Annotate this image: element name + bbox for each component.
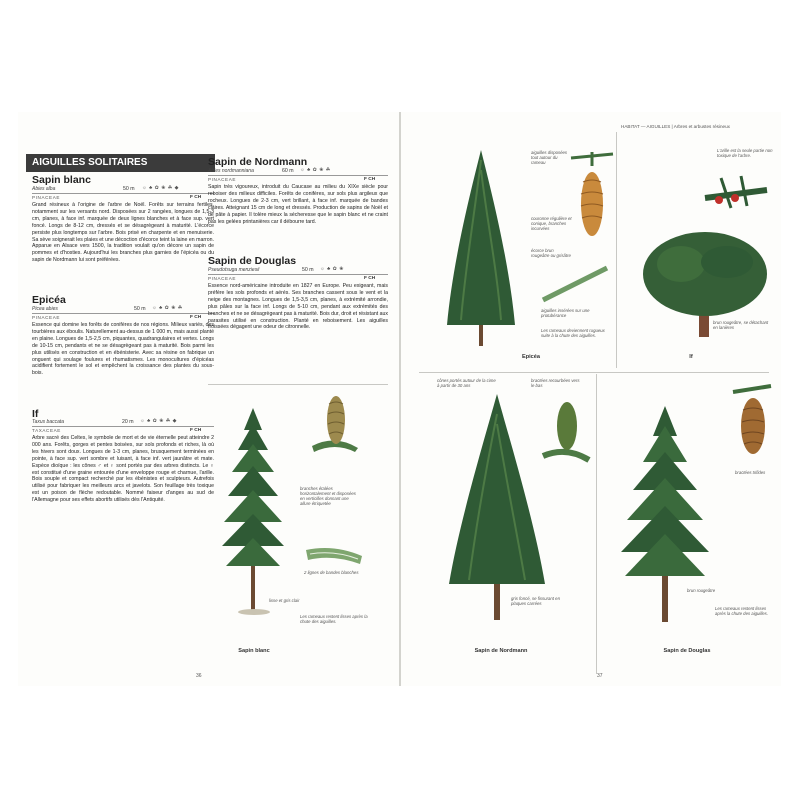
epicea-tree-illustration bbox=[441, 150, 521, 350]
sapin-blanc-needles-illustration bbox=[304, 542, 364, 572]
habitat-icons: ☼ ♣ ✿ ❀ ☘ bbox=[152, 305, 183, 311]
sapin-blanc-tree-illustration bbox=[214, 406, 294, 616]
species-latin-sapin-nordmann: Abies nordmanniana bbox=[208, 168, 254, 174]
species-height-epicea: 50 m bbox=[134, 306, 146, 312]
species-family-if: TAXACEAE bbox=[32, 428, 61, 433]
right-page bbox=[401, 112, 781, 686]
species-family-sapin-douglas: PINACEAE bbox=[208, 276, 237, 281]
species-regions-if: F CH bbox=[190, 428, 202, 433]
caption-epicea: Epicéa bbox=[521, 354, 541, 360]
species-text-sapin-blanc: Grand résineux à l'origine de l'arbre de Noël. Forêts sur terrains fertiles, notamment sur les versants nord. Disposées sur 2 rangées, longues de 1,5-3 cm, planes, à face inf. marquée de deux lignes blanches et à face sup. vert foncé. Longs de 8-12 cm, dressés et se désagrègeant à maturité. L'écorce persiste plus longtemps sur l'arbre. Bois prisé en charpente et en menuiserie. Sa sève soignerait les plaies et une décoction d'écorce teint la laine en marron. Apparue en Alsace vers 1500, la tradition voulait qu'on décore un sapin de pommes et d'hosties. Aujourd'hui les branches plus garnies de l'épicéa ou du sapin de Nordmann lui sont préférées. bbox=[32, 202, 214, 264]
species-family-sapin-nordmann: PINACEAE bbox=[208, 177, 237, 182]
species-latin-epicea: Picea abies bbox=[32, 306, 58, 312]
sapin-blanc-cone-illustration bbox=[310, 394, 360, 454]
note-needles: 2 lignes de bandes blanches bbox=[304, 570, 359, 575]
species-text-sapin-nordmann: Sapin très vigoureux, introduit du Caucase au milieu du XIXe siècle pour reboiser des milieux difficiles. Forêts de conifères, sur sols plus argileux que rocheux. Longues de 2-3 cm, vert brillant, à face inf. marquée de bandes claires. Atteignant 15 cm de long et dressés. Production de sapins de Noël et de pâte à papier. Il tolère mieux la sécheresse que le sapin blanc et ne craint pas les gelées printanières car il débourre tard. bbox=[208, 184, 388, 225]
habitat-icons: ☼ ♣ ✿ ❀ ☘ bbox=[300, 167, 331, 173]
if-twig-illustration bbox=[701, 168, 771, 218]
species-regions-sapin-blanc: F CH bbox=[190, 195, 202, 200]
nordmann-tree-illustration bbox=[445, 394, 549, 624]
note-epicea-needles: aiguilles disposées tout autour du rameau bbox=[531, 150, 568, 165]
section-banner: AIGUILLES SOLITAIRES bbox=[26, 154, 215, 172]
douglas-tree-illustration bbox=[613, 406, 717, 626]
species-text-epicea: Essence qui domine les forêts de conifères de nos régions. Milieux variés, des tourbières aux éboulis. Naturellement au-dessus de 1 000 m, mais aussi planté en plaine. Longues de 1,5-2,5 cm, piquantes, quadrangulaires et vertes. Longs de 10-15 cm, pendants et ne se désagrègeant pas à maturité. Bois parmi les plus utilisés en construction et en ébénisterie. Avec sa résine on fabrique un onguent qui soulage foulures et rhumatismes. Les monocultures d'épicéas acidifient fortement le sol et empêchent la croissance des plantes du sous-bois. bbox=[32, 322, 214, 377]
species-regions-epicea: F CH bbox=[190, 315, 202, 320]
species-title-epicea: Epicéa bbox=[32, 294, 66, 306]
species-height-if: 20 m bbox=[122, 419, 134, 425]
douglas-cone-illustration bbox=[731, 382, 775, 462]
note-nordmann-bracts: bractées recourbées vers le bas bbox=[531, 378, 580, 388]
rule bbox=[32, 193, 214, 194]
divider bbox=[208, 384, 388, 385]
rule bbox=[32, 426, 214, 427]
rule bbox=[32, 313, 214, 314]
note-douglas-bark: brun rougeâtre bbox=[687, 588, 716, 593]
note-douglas-bracts: bractées trifides bbox=[735, 470, 766, 475]
habitat-icons: ☼ ♣ ✿ ❀ bbox=[320, 266, 344, 272]
left-page bbox=[18, 112, 399, 686]
running-header: HABITAT — AIGUILLES | Arbres et arbustes résineux bbox=[621, 124, 730, 129]
nordmann-cone-illustration bbox=[541, 400, 591, 470]
species-latin-sapin-blanc: Abies alba bbox=[32, 186, 56, 192]
note-if-bark: brun rougeâtre, se détachant en lanières bbox=[713, 320, 769, 330]
species-text-sapin-douglas: Essence nord-américaine introduite en 1827 en Europe. Peu exigeant, mais préfère les sols profonds et aérés. Ses branches cassent sous le vent et la neige des montagnes. Longues de 1,5-3,5 cm, planes, à extrémité arrondie, plus pâles sur la face inf. Longs de 5-10 cm, pendant aux extrémités des branches et ne se désagrègeant pas à maturité. Bois dur, droit et résistant aux parasites utilisé en construction. Planté en reboisement. Les aiguilles froissées dégagent une odeur de citronnelle. bbox=[208, 283, 388, 331]
divider bbox=[596, 374, 597, 674]
species-latin-if: Taxus baccata bbox=[32, 419, 65, 425]
note-epicea-crown: couronne régulière et conique, branches incurvées bbox=[531, 216, 572, 231]
divider bbox=[419, 372, 769, 373]
caption-douglas: Sapin de Douglas bbox=[663, 648, 711, 654]
species-text-if: Arbre sacré des Celtes, le symbole de mort et de vie éternelle peut atteindre 2 000 ans. Forêts, gorges et pentes boisées, sur sols profonds et riches, là où les hivers sont doux. Longues de 1-3 cm, planes, brusquement terminées en pointe, à face sup. vert sombre et luisant, à face inf. vert jaunâtre et mate. Espèce dioïque : les cônes ♂ et ♀ sont portés par des arbres distincts. Le ♀ est constitué d'une graine entourée d'une enveloppe rouge et charnue, l'arille. Bois souple et compact recherché par les ébénistes et sculpteurs. Autrefois utilisé pour fabriquer les meilleurs arcs et javelots. Son feuillage très toxique est un poison de flèche redoutable. Nommé faiseur d'anges au sud de l'Allemagne pour ses effets abortifs utilisés dès l'Antiquité. bbox=[32, 435, 214, 504]
note-nordmann-cones: cônes portés autour de la cime à partir de 30 ans bbox=[437, 378, 496, 388]
note-epicea-twig2: Les rameaux deviennent rugueux suite à la chute des aiguilles. bbox=[541, 328, 605, 338]
note-twig: Les rameaux restent lisses après la chute des aiguilles. bbox=[300, 614, 368, 624]
species-height-sapin-nordmann: 60 m bbox=[282, 168, 294, 174]
note-nordmann-bark: gris foncé, se fissurant en plaques carrées bbox=[511, 596, 560, 606]
epicea-twig-illustration bbox=[541, 264, 611, 304]
note-epicea-bark: écorce brun rougeâtre ou grisâtre bbox=[531, 248, 571, 258]
rule bbox=[208, 175, 388, 176]
species-regions-sapin-nordmann: F CH bbox=[364, 177, 376, 182]
species-regions-sapin-douglas: F CH bbox=[364, 276, 376, 281]
species-title-if: If bbox=[32, 408, 39, 420]
habitat-icons: ☼ ♣ ✿ ❀ ☘ ◆ bbox=[142, 185, 180, 191]
species-title-sapin-blanc: Sapin blanc bbox=[32, 174, 91, 186]
caption-sapin-blanc: Sapin blanc bbox=[238, 648, 270, 654]
page-number-right: 37 bbox=[597, 673, 603, 679]
note-douglas-twig: Les rameaux restent lisses après la chute des aiguilles. bbox=[715, 606, 769, 616]
species-family-sapin-blanc: PINACEAE bbox=[32, 195, 61, 200]
species-height-sapin-blanc: 50 m bbox=[123, 186, 135, 192]
note-bark: lisse et gris clair bbox=[269, 598, 300, 603]
habitat-icons: ☼ ♣ ✿ ❀ ☘ ◆ bbox=[140, 418, 178, 424]
note-epicea-twig: aiguilles insérées sur une protubérance bbox=[541, 308, 590, 318]
page-number-left: 36 bbox=[196, 673, 202, 679]
note-if-arille: L'arille est la seule partie non toxique de l'arbre. bbox=[717, 148, 773, 158]
species-height-sapin-douglas: 50 m bbox=[302, 267, 314, 273]
caption-if: If bbox=[689, 354, 693, 360]
rule bbox=[208, 274, 388, 275]
species-title-sapin-nordmann: Sapin de Nordmann bbox=[208, 156, 308, 168]
note-branches: branches étalées horizontalement et disposées en verticilles donnant une allure étriquetée bbox=[300, 486, 356, 506]
species-family-epicea: PINACEAE bbox=[32, 315, 61, 320]
species-title-sapin-douglas: Sapin de Douglas bbox=[208, 255, 297, 267]
species-latin-sapin-douglas: Pseudotsuga menziesii bbox=[208, 267, 260, 273]
caption-nordmann: Sapin de Nordmann bbox=[474, 648, 528, 654]
